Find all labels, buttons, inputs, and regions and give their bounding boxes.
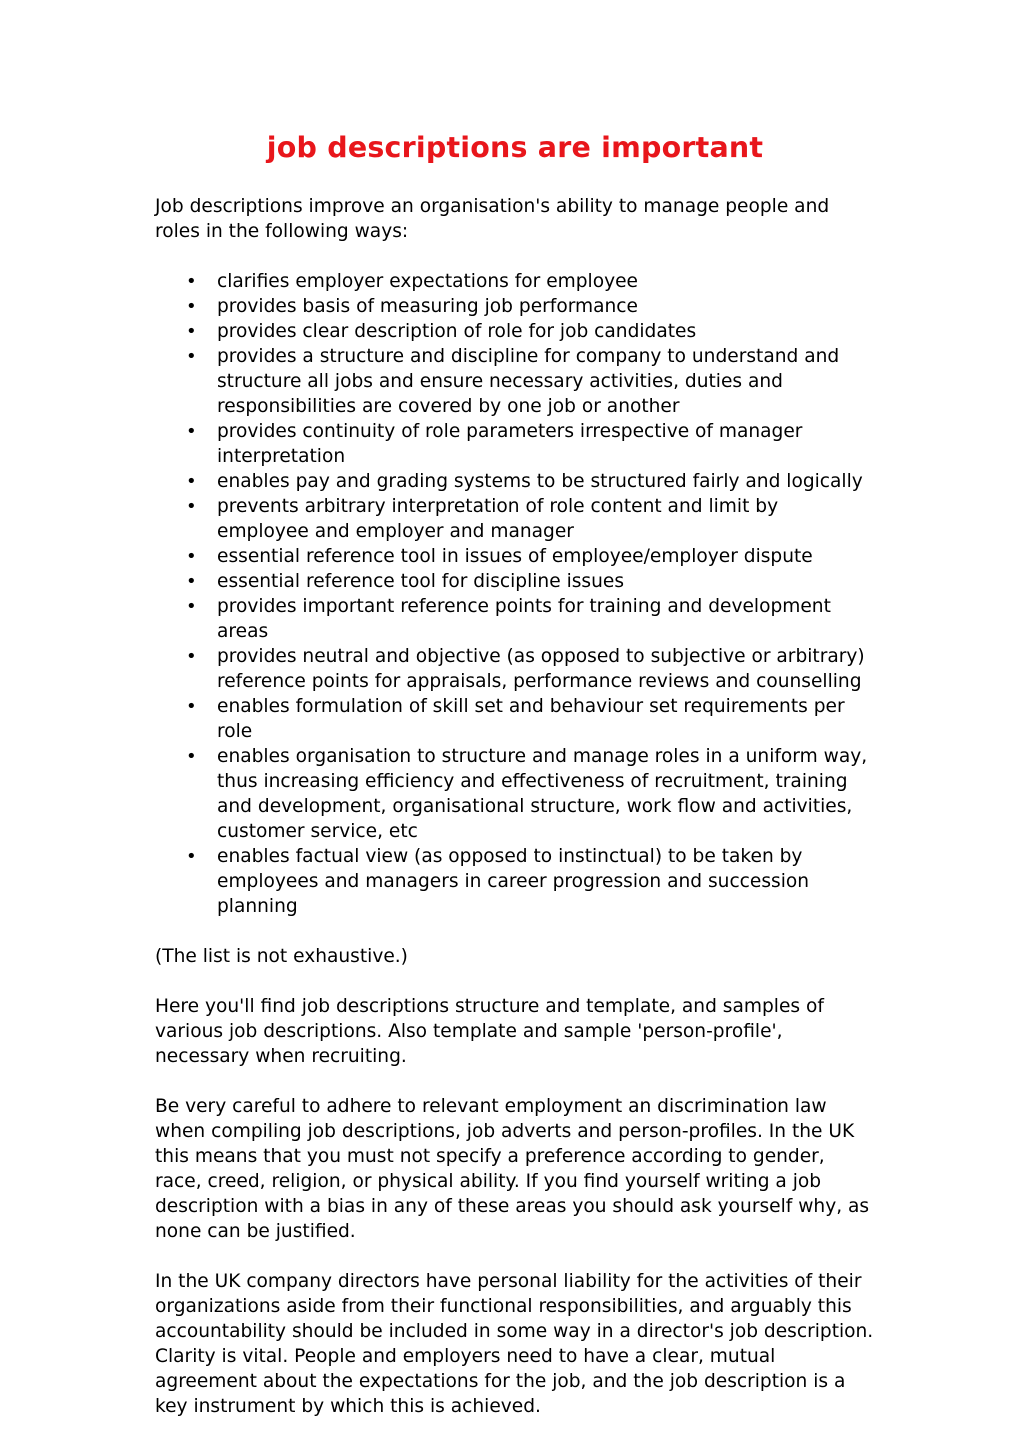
spacer [155,1244,875,1269]
list-item: • clarifies employer expectations for employee [186,271,638,292]
page-title: job descriptions are important [266,131,764,164]
bullet-icon: • [186,846,197,867]
list-item: • enables organisation to structure and manage roles in a uniform way, thus increasing efficiency and effectiveness of recruitment, training and development, organisational structure, work flow and activities, customer service, etc [186,746,868,842]
list-item: • provides clear description of role for job candidates [186,321,697,342]
bullet-icon: • [186,596,197,617]
bullet-icon: • [186,346,197,367]
list-item: • provides important reference points for training and development areas [186,596,831,642]
bullet-icon: • [186,746,197,767]
law-paragraph: Be very careful to adhere to relevant employment an discrimination law when compiling job descriptions, job adverts and person-profiles. In the UK this means that you must not specify a preference according to gender, race, creed, religion, or physical ability. If you find yourself writing a job description with a bias in any of these areas you should ask yourself why, as none can be justified. [155,1096,870,1242]
bullet-icon: • [186,471,197,492]
bullet-icon: • [186,496,197,517]
bullet-icon: • [186,546,197,567]
not-exhaustive-note: (The list is not exhaustive.) [155,946,408,967]
bullet-icon: • [186,271,197,292]
document-page [155,128,875,1419]
bullet-icon: • [186,296,197,317]
bullet-icon: • [186,321,197,342]
templates-paragraph: Here you'll find job descriptions structure and template, and samples of various job descriptions. Also template and sample 'person-profile', necessary when recruiting. [155,996,824,1067]
list-item: • provides neutral and objective (as opposed to subjective or arbitrary) reference points for appraisals, performance reviews and counselling [186,646,865,692]
spacer [155,919,875,944]
list-item: • prevents arbitrary interpretation of role content and limit by employee and employer and manager [186,496,779,542]
list-item: • provides a structure and discipline for company to understand and structure all jobs and ensure necessary activities, duties and responsibilities are covered by one job or another [186,346,840,417]
list-item: • essential reference tool in issues of employee/employer dispute [186,546,813,567]
list-item: • essential reference tool for discipline issues [186,571,625,592]
bullet-icon: • [186,696,197,717]
list-item: • enables pay and grading systems to be structured fairly and logically [186,471,863,492]
bullet-icon: • [186,421,197,442]
directors-paragraph: In the UK company directors have personal liability for the activities of their organizations aside from their functional responsibilities, and arguably this accountability should be included in some way in a director's job description. Clarity is vital. People and employers need to have a clear, mutual agreement about the expectations for the job, and the job description is a key instrument by which this is achieved. [155,1271,874,1417]
spacer [155,1069,875,1094]
list-item: • enables formulation of skill set and behaviour set requirements per role [186,696,845,742]
spacer [155,244,875,269]
spacer [155,969,875,994]
list-item: • enables factual view (as opposed to instinctual) to be taken by employees and managers in career progression and succession planning [186,846,810,917]
bullet-icon: • [186,646,197,667]
list-item: • provides continuity of role parameters irrespective of manager interpretation [186,421,803,467]
list-item: • provides basis of measuring job performance [186,296,638,317]
benefits-list [155,269,875,919]
intro-paragraph: Job descriptions improve an organisation's ability to manage people and roles in the following ways: [155,196,830,242]
bullet-icon: • [186,571,197,592]
